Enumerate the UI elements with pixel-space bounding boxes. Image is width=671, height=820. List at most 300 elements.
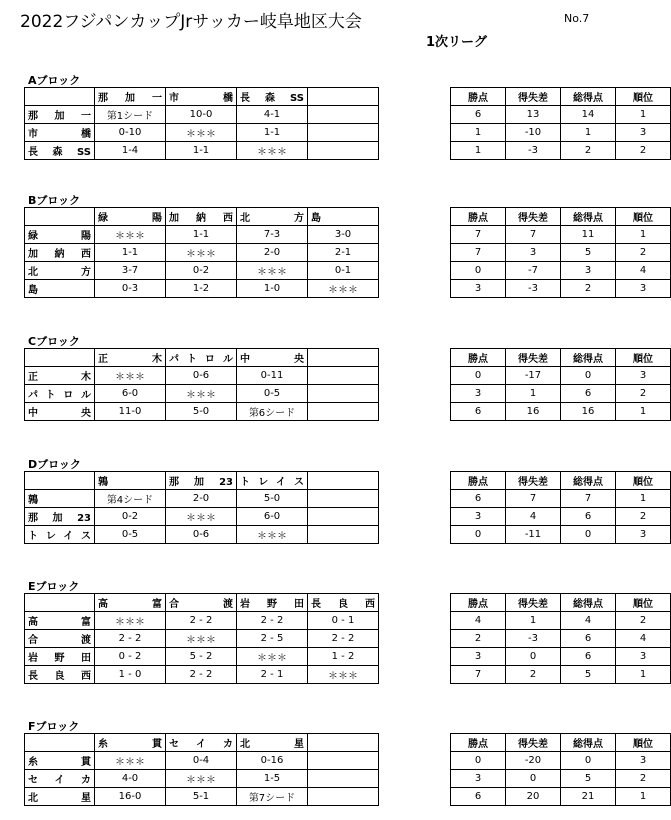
- stat-cell: -3: [506, 142, 561, 160]
- stat-header: 得失差: [506, 88, 561, 106]
- stat-header: 勝点: [451, 734, 506, 752]
- team-column-header: 北 星: [237, 734, 308, 752]
- match-result-cell: 2 - 2: [166, 612, 237, 630]
- stat-header: 順位: [616, 349, 671, 367]
- match-result-cell: [308, 752, 379, 770]
- team-column-header: トレイス: [237, 472, 308, 490]
- stat-cell: 11: [561, 226, 616, 244]
- spacer-cell: [379, 88, 451, 106]
- stat-cell: 0: [451, 752, 506, 770]
- corner-cell: [25, 208, 95, 226]
- stat-cell: 2: [616, 770, 671, 788]
- team-row-header: 長 森 SS: [25, 142, 95, 160]
- team-column-header: 高 富: [95, 594, 166, 612]
- match-result-cell: 0-11: [237, 367, 308, 385]
- match-result-cell: 1-1: [166, 226, 237, 244]
- team-column-header: 中 央: [237, 349, 308, 367]
- league-table: [24, 87, 671, 160]
- stat-cell: 13: [506, 106, 561, 124]
- table-row: [25, 367, 671, 385]
- team-column-header: セイカ: [166, 734, 237, 752]
- spacer-cell: [379, 526, 451, 544]
- team-column-header: 長 良 西: [308, 594, 379, 612]
- spacer-cell: [379, 508, 451, 526]
- table-row: [25, 262, 671, 280]
- page-title: 2022フジパンカップJrサッカー岐阜地区大会: [20, 12, 362, 32]
- stat-header: 総得点: [561, 88, 616, 106]
- match-result-cell: 0-5: [95, 526, 166, 544]
- stat-cell: -11: [506, 526, 561, 544]
- stat-cell: 0: [506, 648, 561, 666]
- match-result-cell: [308, 508, 379, 526]
- match-result-cell: 第7シード: [237, 788, 308, 806]
- spacer-cell: [379, 648, 451, 666]
- stat-cell: 2: [561, 142, 616, 160]
- team-row-header: 那 加 一: [25, 106, 95, 124]
- corner-cell: [25, 472, 95, 490]
- spacer-cell: [379, 208, 451, 226]
- spacer-cell: [379, 403, 451, 421]
- stat-cell: -10: [506, 124, 561, 142]
- stat-cell: 4: [616, 262, 671, 280]
- match-result-cell: 2-0: [237, 244, 308, 262]
- stat-cell: 6: [451, 490, 506, 508]
- stat-cell: 4: [616, 630, 671, 648]
- stat-cell: 7: [451, 666, 506, 684]
- stat-header: 得失差: [506, 472, 561, 490]
- match-result-cell: [308, 490, 379, 508]
- spacer-cell: [379, 630, 451, 648]
- match-result-cell: 7-3: [237, 226, 308, 244]
- spacer-cell: [379, 124, 451, 142]
- stat-cell: 1: [616, 106, 671, 124]
- team-column-header: 正 木: [95, 349, 166, 367]
- stat-cell: 16: [506, 403, 561, 421]
- table-header-row: [25, 734, 671, 752]
- match-result-cell: 4-0: [95, 770, 166, 788]
- stat-cell: 7: [561, 490, 616, 508]
- team-column-header: 那 加 一: [95, 88, 166, 106]
- stat-cell: 20: [506, 788, 561, 806]
- table-row: [25, 648, 671, 666]
- stat-header: 得失差: [506, 208, 561, 226]
- team-row-header: 合 渡: [25, 630, 95, 648]
- match-result-cell: ＊＊＊: [166, 508, 237, 526]
- team-row-header: パトロル: [25, 385, 95, 403]
- page-subtitle: 1次リーグ: [426, 35, 488, 50]
- stat-cell: 1: [506, 385, 561, 403]
- team-row-header: 市 橋: [25, 124, 95, 142]
- match-result-cell: ＊＊＊: [166, 244, 237, 262]
- match-result-cell: [308, 106, 379, 124]
- stat-cell: 2: [451, 630, 506, 648]
- team-row-header: 糸 貫: [25, 752, 95, 770]
- spacer-cell: [379, 734, 451, 752]
- stat-cell: 2: [616, 142, 671, 160]
- table-header-row: [25, 88, 671, 106]
- stat-cell: 2: [616, 244, 671, 262]
- stat-cell: 0: [561, 526, 616, 544]
- match-result-cell: ＊＊＊: [166, 630, 237, 648]
- stat-cell: -7: [506, 262, 561, 280]
- stat-cell: 3: [616, 752, 671, 770]
- match-result-cell: 0-2: [166, 262, 237, 280]
- team-row-header: 那 加 23: [25, 508, 95, 526]
- stat-header: 順位: [616, 472, 671, 490]
- stat-header: 得失差: [506, 349, 561, 367]
- stat-cell: 3: [616, 124, 671, 142]
- team-column-header: 加 納 西: [166, 208, 237, 226]
- match-result-cell: 第1シード: [95, 106, 166, 124]
- table-row: [25, 226, 671, 244]
- match-result-cell: ＊＊＊: [95, 367, 166, 385]
- team-row-header: 中 央: [25, 403, 95, 421]
- team-column-header: 北 方: [237, 208, 308, 226]
- table-row: [25, 490, 671, 508]
- stat-cell: 0: [451, 526, 506, 544]
- stat-cell: 0: [506, 770, 561, 788]
- match-result-cell: 1 - 0: [95, 666, 166, 684]
- match-result-cell: 0-6: [166, 526, 237, 544]
- table-row: [25, 630, 671, 648]
- match-result-cell: 2 - 5: [237, 630, 308, 648]
- match-result-cell: ＊＊＊: [237, 526, 308, 544]
- team-column-header: 岩 野 田: [237, 594, 308, 612]
- document-number: No.7: [564, 12, 590, 25]
- stat-header: 総得点: [561, 472, 616, 490]
- match-result-cell: 1-2: [166, 280, 237, 298]
- match-result-cell: 0-1: [308, 262, 379, 280]
- stat-cell: 7: [451, 244, 506, 262]
- stat-cell: 0: [451, 367, 506, 385]
- team-column-header: [308, 734, 379, 752]
- stat-cell: 3: [561, 262, 616, 280]
- match-result-cell: 2 - 2: [308, 630, 379, 648]
- block-label: Bブロック: [28, 194, 81, 207]
- block-label: Fブロック: [28, 720, 80, 733]
- team-row-header: セイカ: [25, 770, 95, 788]
- stat-header: 総得点: [561, 594, 616, 612]
- stat-header: 順位: [616, 208, 671, 226]
- team-column-header: 糸 貫: [95, 734, 166, 752]
- team-column-header: 市 橋: [166, 88, 237, 106]
- stat-header: 順位: [616, 734, 671, 752]
- stat-cell: 1: [616, 226, 671, 244]
- team-column-header: 鶉: [95, 472, 166, 490]
- team-column-header: 那 加 23: [166, 472, 237, 490]
- stat-cell: 4: [451, 612, 506, 630]
- stat-cell: 3: [451, 385, 506, 403]
- stat-header: 総得点: [561, 734, 616, 752]
- stat-cell: 1: [451, 124, 506, 142]
- match-result-cell: 0-16: [237, 752, 308, 770]
- corner-cell: [25, 734, 95, 752]
- table-row: [25, 244, 671, 262]
- match-result-cell: ＊＊＊: [166, 124, 237, 142]
- table-header-row: [25, 472, 671, 490]
- stat-cell: 3: [616, 526, 671, 544]
- team-column-header: 長 森 SS: [237, 88, 308, 106]
- stat-cell: 7: [506, 226, 561, 244]
- stat-header: 得失差: [506, 594, 561, 612]
- match-result-cell: 第6シード: [237, 403, 308, 421]
- match-result-cell: 4-1: [237, 106, 308, 124]
- match-result-cell: ＊＊＊: [237, 648, 308, 666]
- match-result-cell: 11-0: [95, 403, 166, 421]
- spacer-cell: [379, 367, 451, 385]
- stat-cell: 3: [451, 770, 506, 788]
- match-result-cell: [308, 403, 379, 421]
- stat-cell: 3: [506, 244, 561, 262]
- stat-header: 得失差: [506, 734, 561, 752]
- stat-cell: 1: [451, 142, 506, 160]
- block-label: Cブロック: [28, 335, 80, 348]
- match-result-cell: 10-0: [166, 106, 237, 124]
- spacer-cell: [379, 594, 451, 612]
- spacer-cell: [379, 106, 451, 124]
- stat-cell: 6: [561, 508, 616, 526]
- league-table: [24, 348, 671, 421]
- stat-cell: 3: [616, 648, 671, 666]
- team-row-header: トレイス: [25, 526, 95, 544]
- stat-cell: 14: [561, 106, 616, 124]
- stat-cell: 6: [561, 630, 616, 648]
- stat-header: 勝点: [451, 594, 506, 612]
- table-row: [25, 752, 671, 770]
- stat-header: 勝点: [451, 208, 506, 226]
- stat-cell: 3: [451, 508, 506, 526]
- stat-cell: 5: [561, 244, 616, 262]
- match-result-cell: 16-0: [95, 788, 166, 806]
- stat-cell: 5: [561, 770, 616, 788]
- match-result-cell: 0-10: [95, 124, 166, 142]
- match-result-cell: 5-1: [166, 788, 237, 806]
- match-result-cell: ＊＊＊: [95, 612, 166, 630]
- stat-header: 勝点: [451, 472, 506, 490]
- stat-cell: 3: [616, 280, 671, 298]
- match-result-cell: [308, 367, 379, 385]
- team-row-header: 島: [25, 280, 95, 298]
- league-table: [24, 207, 671, 298]
- match-result-cell: 3-0: [308, 226, 379, 244]
- match-result-cell: 2 - 1: [237, 666, 308, 684]
- table-row: [25, 666, 671, 684]
- match-result-cell: [308, 770, 379, 788]
- stat-cell: 2: [616, 385, 671, 403]
- stat-header: 勝点: [451, 88, 506, 106]
- team-row-header: 北 方: [25, 262, 95, 280]
- team-column-header: 合 渡: [166, 594, 237, 612]
- stat-cell: 6: [561, 385, 616, 403]
- stat-cell: 5: [561, 666, 616, 684]
- team-row-header: 正 木: [25, 367, 95, 385]
- stat-cell: 1: [616, 490, 671, 508]
- table-row: [25, 124, 671, 142]
- stat-cell: 6: [451, 106, 506, 124]
- stat-cell: 7: [506, 490, 561, 508]
- team-row-header: 高 富: [25, 612, 95, 630]
- spacer-cell: [379, 244, 451, 262]
- team-row-header: 長 良 西: [25, 666, 95, 684]
- match-result-cell: ＊＊＊: [95, 752, 166, 770]
- stat-cell: 1: [506, 612, 561, 630]
- spacer-cell: [379, 612, 451, 630]
- match-result-cell: 1-4: [95, 142, 166, 160]
- match-result-cell: 0-3: [95, 280, 166, 298]
- spacer-cell: [379, 788, 451, 806]
- spacer-cell: [379, 385, 451, 403]
- stat-cell: -17: [506, 367, 561, 385]
- stat-cell: 16: [561, 403, 616, 421]
- team-row-header: 鶉: [25, 490, 95, 508]
- stat-cell: -3: [506, 280, 561, 298]
- spacer-cell: [379, 666, 451, 684]
- match-result-cell: [308, 142, 379, 160]
- spacer-cell: [379, 262, 451, 280]
- match-result-cell: 2 - 2: [95, 630, 166, 648]
- corner-cell: [25, 594, 95, 612]
- stat-cell: 2: [561, 280, 616, 298]
- league-table: [24, 733, 671, 806]
- table-row: [25, 280, 671, 298]
- spacer-cell: [379, 349, 451, 367]
- spacer-cell: [379, 752, 451, 770]
- spacer-cell: [379, 142, 451, 160]
- stat-cell: 3: [451, 280, 506, 298]
- stat-cell: 0: [451, 262, 506, 280]
- stat-cell: 7: [451, 226, 506, 244]
- league-table: [24, 471, 671, 544]
- match-result-cell: 1-1: [166, 142, 237, 160]
- stat-cell: 6: [451, 403, 506, 421]
- team-row-header: 北 星: [25, 788, 95, 806]
- match-result-cell: ＊＊＊: [308, 666, 379, 684]
- team-row-header: 岩 野 田: [25, 648, 95, 666]
- stat-cell: 2: [506, 666, 561, 684]
- match-result-cell: 2 - 2: [237, 612, 308, 630]
- table-row: [25, 385, 671, 403]
- match-result-cell: 5-0: [166, 403, 237, 421]
- table-row: [25, 403, 671, 421]
- league-table: [24, 593, 671, 684]
- table-row: [25, 142, 671, 160]
- stat-cell: 4: [506, 508, 561, 526]
- stat-cell: 4: [561, 612, 616, 630]
- stat-cell: 2: [616, 508, 671, 526]
- team-column-header: [308, 88, 379, 106]
- match-result-cell: ＊＊＊: [237, 142, 308, 160]
- stat-header: 勝点: [451, 349, 506, 367]
- stat-cell: 1: [616, 666, 671, 684]
- match-result-cell: 5 - 2: [166, 648, 237, 666]
- spacer-cell: [379, 226, 451, 244]
- match-result-cell: 1-1: [237, 124, 308, 142]
- match-result-cell: 0-4: [166, 752, 237, 770]
- match-result-cell: 6-0: [95, 385, 166, 403]
- match-result-cell: ＊＊＊: [166, 385, 237, 403]
- stat-cell: 0: [561, 752, 616, 770]
- match-result-cell: [308, 124, 379, 142]
- match-result-cell: ＊＊＊: [166, 770, 237, 788]
- match-result-cell: ＊＊＊: [95, 226, 166, 244]
- match-result-cell: 1 - 2: [308, 648, 379, 666]
- table-header-row: [25, 594, 671, 612]
- corner-cell: [25, 88, 95, 106]
- stat-cell: 0: [561, 367, 616, 385]
- team-column-header: 島: [308, 208, 379, 226]
- stat-header: 総得点: [561, 208, 616, 226]
- stat-cell: 1: [616, 403, 671, 421]
- team-column-header: パトロル: [166, 349, 237, 367]
- match-result-cell: 1-1: [95, 244, 166, 262]
- spacer-cell: [379, 280, 451, 298]
- table-header-row: [25, 208, 671, 226]
- table-row: [25, 508, 671, 526]
- stat-header: 総得点: [561, 349, 616, 367]
- stat-cell: 2: [616, 612, 671, 630]
- team-column-header: 緑 陽: [95, 208, 166, 226]
- match-result-cell: 0-2: [95, 508, 166, 526]
- table-row: [25, 612, 671, 630]
- team-row-header: 加 納 西: [25, 244, 95, 262]
- match-result-cell: ＊＊＊: [308, 280, 379, 298]
- stat-cell: 6: [561, 648, 616, 666]
- match-result-cell: 0 - 2: [95, 648, 166, 666]
- match-result-cell: 第4シード: [95, 490, 166, 508]
- match-result-cell: 3-7: [95, 262, 166, 280]
- spacer-cell: [379, 490, 451, 508]
- match-result-cell: 6-0: [237, 508, 308, 526]
- table-row: [25, 526, 671, 544]
- match-result-cell: 1-0: [237, 280, 308, 298]
- stat-header: 順位: [616, 88, 671, 106]
- stat-cell: 21: [561, 788, 616, 806]
- table-header-row: [25, 349, 671, 367]
- table-row: [25, 770, 671, 788]
- table-row: [25, 106, 671, 124]
- team-column-header: [308, 472, 379, 490]
- match-result-cell: [308, 526, 379, 544]
- match-result-cell: 2 - 2: [166, 666, 237, 684]
- stat-cell: 3: [451, 648, 506, 666]
- table-row: [25, 788, 671, 806]
- block-label: Dブロック: [28, 458, 81, 471]
- stat-cell: -20: [506, 752, 561, 770]
- team-column-header: [308, 349, 379, 367]
- match-result-cell: 2-1: [308, 244, 379, 262]
- block-label: Aブロック: [28, 74, 81, 87]
- stat-header: 順位: [616, 594, 671, 612]
- match-result-cell: [308, 788, 379, 806]
- stat-cell: 1: [616, 788, 671, 806]
- match-result-cell: 0-6: [166, 367, 237, 385]
- stat-cell: 6: [451, 788, 506, 806]
- match-result-cell: 1-5: [237, 770, 308, 788]
- stat-cell: 1: [561, 124, 616, 142]
- spacer-cell: [379, 770, 451, 788]
- match-result-cell: [308, 385, 379, 403]
- corner-cell: [25, 349, 95, 367]
- stat-cell: -3: [506, 630, 561, 648]
- block-label: Eブロック: [28, 580, 80, 593]
- team-row-header: 緑 陽: [25, 226, 95, 244]
- spacer-cell: [379, 472, 451, 490]
- match-result-cell: 5-0: [237, 490, 308, 508]
- match-result-cell: 0-5: [237, 385, 308, 403]
- match-result-cell: 2-0: [166, 490, 237, 508]
- stat-cell: 3: [616, 367, 671, 385]
- match-result-cell: ＊＊＊: [237, 262, 308, 280]
